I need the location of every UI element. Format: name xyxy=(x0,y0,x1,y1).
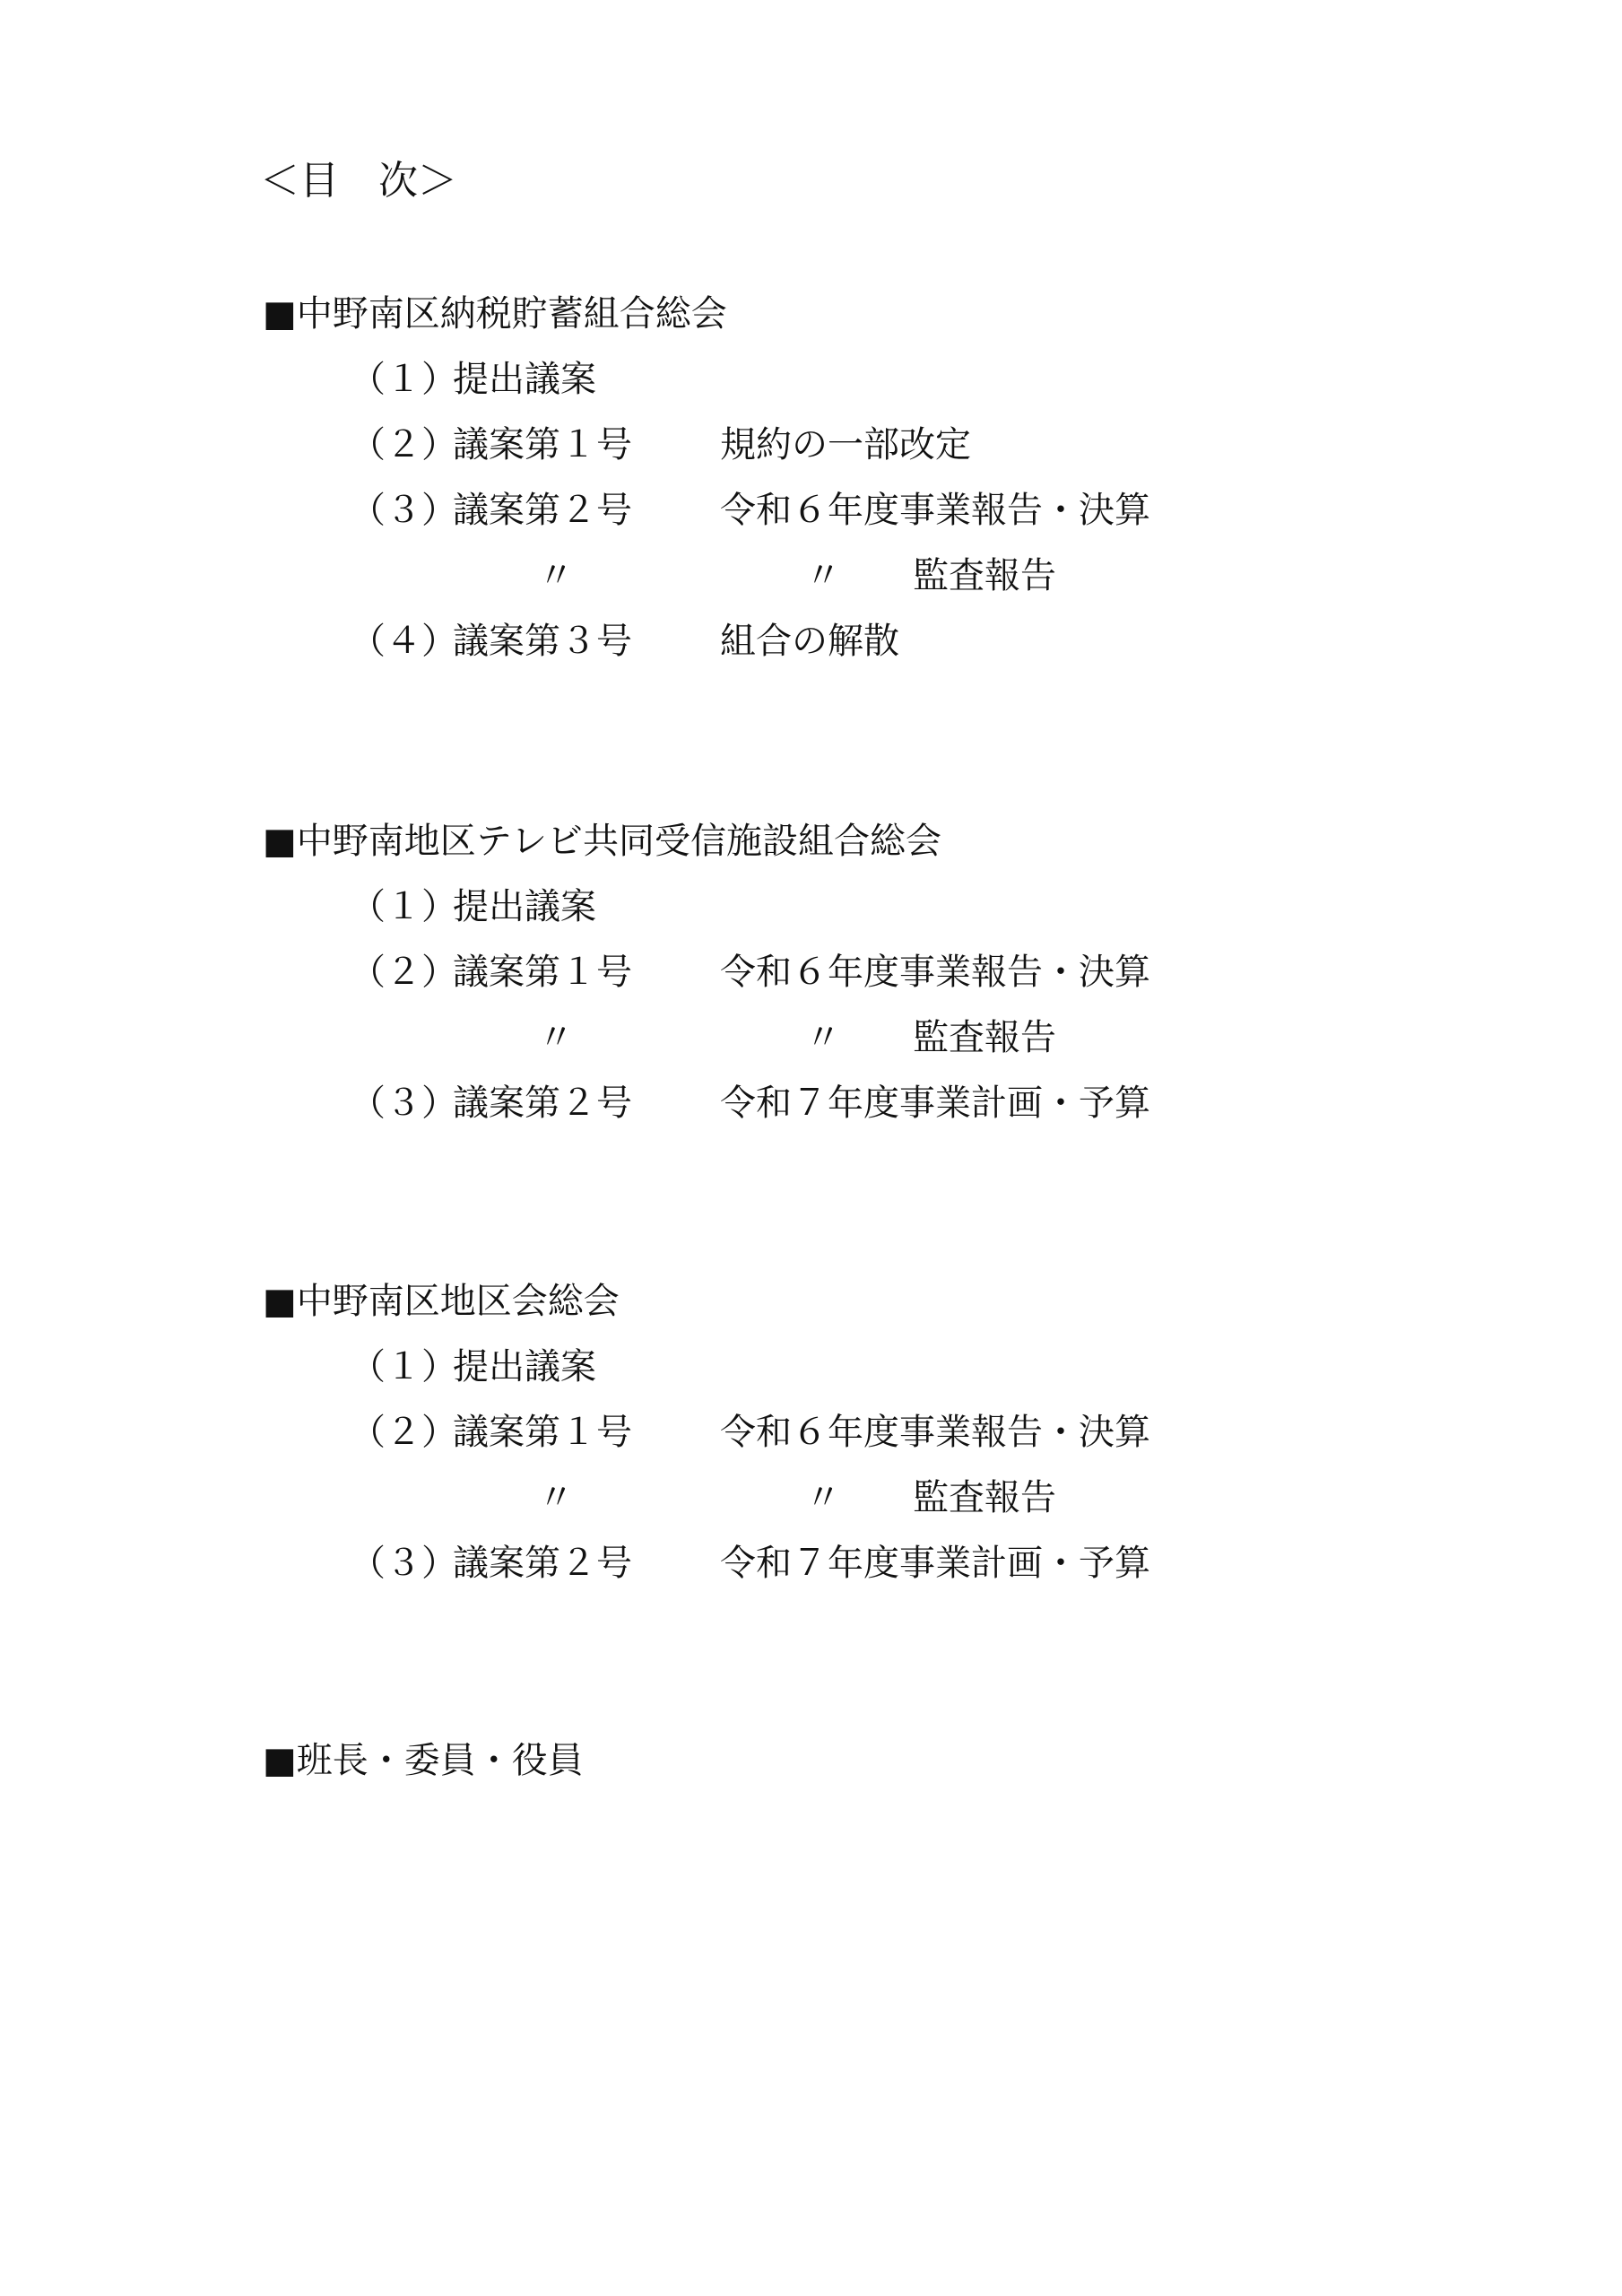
item-description: 令和６年度事業報告・決算 xyxy=(720,1412,1150,1453)
item-bill: 議案第１号 xyxy=(453,424,632,465)
item-description: 令和６年度事業報告・決算 xyxy=(720,952,1150,993)
item-number: （２） xyxy=(350,952,457,993)
item-description: 組合の解散 xyxy=(720,621,899,662)
ditto-mark: 〃 xyxy=(805,1477,841,1518)
item-number: （４） xyxy=(350,621,457,662)
item-number: （１） xyxy=(350,886,457,927)
item-bill: 議案第１号 xyxy=(453,1412,632,1453)
item-description: 令和６年度事業報告・決算 xyxy=(720,490,1150,531)
item-bill: 議案第２号 xyxy=(453,490,632,531)
ditto-mark: 〃 xyxy=(538,1017,574,1058)
section-heading-tax-savings-association: ■中野南区納税貯蓄組合総会 xyxy=(263,293,727,335)
section-heading-officers: ■班長・委員・役員 xyxy=(263,1740,584,1781)
item-bill: 議案第１号 xyxy=(453,952,632,993)
item-bill: 提出議案 xyxy=(453,1346,596,1387)
ditto-mark: 〃 xyxy=(538,555,574,596)
item-description: 規約の一部改定 xyxy=(720,424,971,465)
item-number: （１） xyxy=(350,359,457,400)
ditto-mark: 〃 xyxy=(538,1477,574,1518)
item-bill: 議案第２号 xyxy=(453,1083,632,1124)
section-heading-district-association: ■中野南区地区会総会 xyxy=(263,1281,620,1322)
item-description: 令和７年度事業計画・予算 xyxy=(720,1083,1150,1124)
item-number: （２） xyxy=(350,424,457,465)
item-number: （３） xyxy=(350,490,457,531)
page-title: ＜目 次＞ xyxy=(260,158,457,204)
item-bill: 議案第２号 xyxy=(453,1543,632,1584)
item-bill: 提出議案 xyxy=(453,359,596,400)
item-bill: 議案第３号 xyxy=(453,621,632,662)
item-number: （１） xyxy=(350,1346,457,1387)
item-number: （２） xyxy=(350,1412,457,1453)
item-description: 監査報告 xyxy=(913,555,1056,596)
item-bill: 提出議案 xyxy=(453,886,596,927)
item-description: 監査報告 xyxy=(913,1017,1056,1058)
item-number: （３） xyxy=(350,1543,457,1584)
ditto-mark: 〃 xyxy=(805,1017,841,1058)
item-number: （３） xyxy=(350,1083,457,1124)
item-description: 監査報告 xyxy=(913,1477,1056,1518)
item-description: 令和７年度事業計画・予算 xyxy=(720,1543,1150,1584)
ditto-mark: 〃 xyxy=(805,555,841,596)
section-heading-tv-reception-association: ■中野南地区テレビ共同受信施設組合総会 xyxy=(263,821,941,862)
